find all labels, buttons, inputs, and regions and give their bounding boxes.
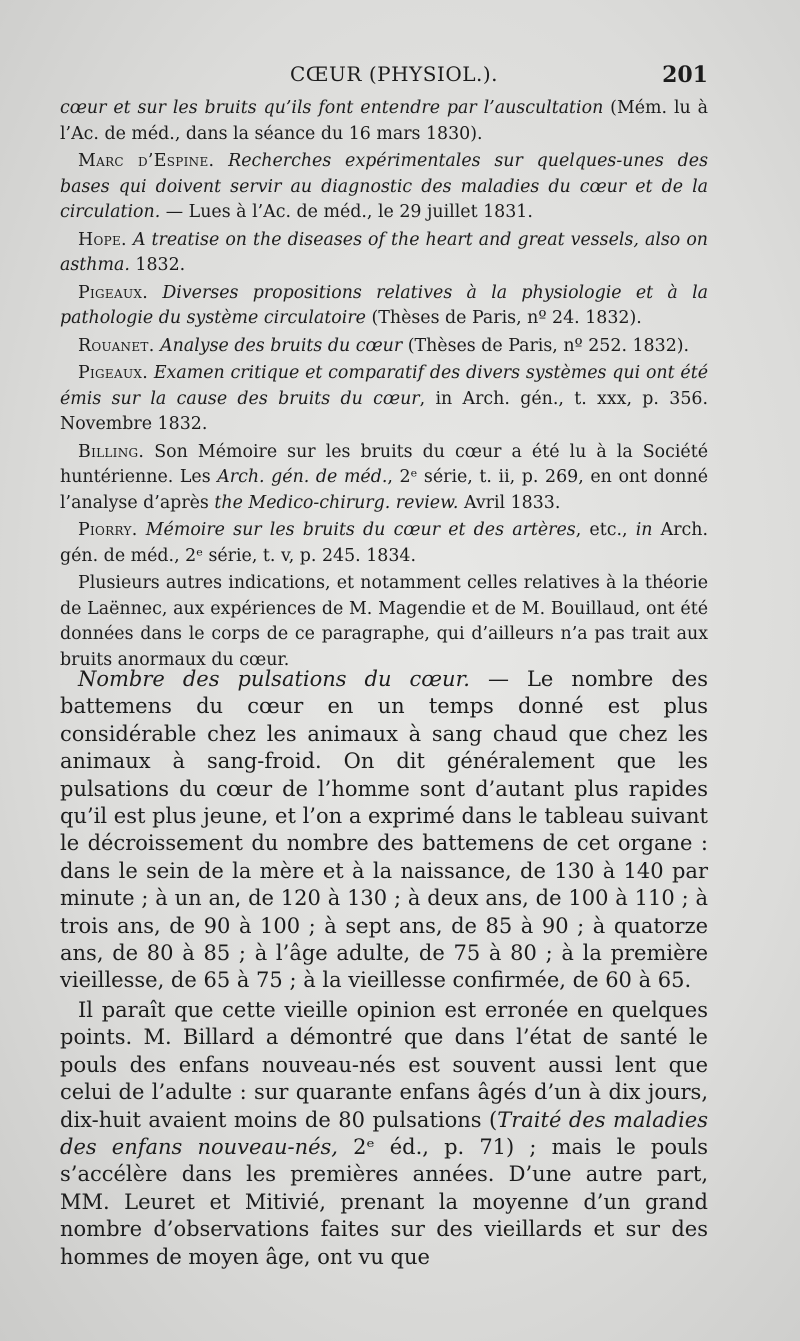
reference-entry [60,228,708,279]
reference-entry [60,361,708,438]
reference-details: (Thèses de Paris, nº 252. 1832). [402,335,690,356]
reference-author: Pigeaux. [78,363,149,383]
reference-author: Pigeaux. [78,282,149,303]
reference-journal: the Medico-chirurg. review. [214,492,459,513]
reference-title: Examen critique et comparatif des divers systèmes qui ont été émis sur la cause des bruits du cœur [60,363,708,409]
reference-author: Piorry. [78,520,138,540]
reference-entry [60,149,708,226]
paragraph [60,666,708,995]
reference-author: Hope. [78,229,127,250]
reference-details: (Thèses de Paris, nº 24. 1832). [365,308,642,328]
reference-title: cœur et sur les bruits qu’ils font entendre par l’auscultation [60,98,604,118]
reference-entry [60,334,708,360]
page-header [60,62,708,92]
reference-text: Avril 1833. [458,492,561,513]
reference-title: Diverses propositions relatives à la physiologie et à la pathologie du système circulatoire [60,282,708,328]
citation-title: Traité des maladies des enfans nouveau-nés, [60,1107,708,1159]
reference-text: , 2ᵉ série, t. ii, p. 269, en ont donné l’analyse d’après [60,467,708,513]
reference-title: Mémoire sur les bruits du cœur et des artères [145,520,576,540]
page-number: 201 [662,62,708,88]
main-text [60,666,708,1273]
reference-details: 1832. [129,255,186,275]
running-head: CŒUR (PHYSIOL.). [290,62,499,86]
bibliography [60,96,708,675]
section-heading: Nombre des pulsations du cœur. [78,667,470,691]
reference-entry [60,518,708,569]
reference-author: Marc d’Espine. [78,151,215,171]
paragraph-text: Il paraît que cette vieille opinion est erronée en quelques points. M. Billard a démontré que dans l’état de santé le pouls des enfans nouveau-nés est souvent aussi lent que celui de l’adulte : sur quarante enfans âgés d’un à dix jours, dix-huit avaient moins de 80 pulsations ( [60,997,708,1132]
reference-text: Son Mémoire sur les bruits du cœur a été lu à la Société huntérienne. Les [60,441,708,487]
paragraph-text: — Le nombre des battemens du cœur en un temps donné est plus considérable chez les animaux à sang chaud que chez les animaux à sang-froid. On dit généralement que les pulsations du cœur de l’homme sont d’autant plus rapides qu’il est plus jeune, et l’on a exprimé dans le tableau suivant le décroissement du nombre des battemens de cet organe : dans le sein de la mère et à la naissance, de 130 à 140 par minute ; à un an, de 120 à 130 ; à deux ans, de 100 à 110 ; à trois ans, de 90 à 100 ; à sept ans, de 85 à 90 ; à quatorze ans, de 80 à 85 ; à l’âge adulte, de 75 à 80 ; à la première vieillesse, de 65 à 75 ; à la vieillesse confirmée, de 60 à 65. [60,667,708,993]
reference-details: — Lues à l’Ac. de méd., le 29 juillet 1831. [160,202,533,222]
reference-title: A treatise on the diseases of the heart and great vessels, also on asthma. [60,229,709,275]
reference-entry [60,281,708,332]
reference-details: (Mém. lu à l’Ac. de méd., dans la séance du 16 mars 1830). [60,98,708,144]
reference-journal: Arch. gén. de méd. [217,467,388,487]
reference-entry [60,96,708,147]
paragraph [60,997,708,1271]
paragraph-text: 2ᵉ éd., p. 71) ; mais le pouls s’accélère dans les premières années. D’une autre part, MM. Leuret et Mitivié, prenant la moyenne d’un grand nombre d’observations faites sur des vieillards et sur des hommes de moyen âge, ont vu que [60,1134,708,1269]
reference-author: Rouanet. [78,335,155,356]
reference-text: Arch. gén. de méd., 2ᵉ série, t. v, p. 245. 1834. [60,520,708,566]
reference-text: , etc., [575,520,636,540]
reference-details: , in Arch. gén., t. xxx, p. 356. Novembre 1832. [60,388,708,434]
reference-title: Analyse des bruits du cœur [160,335,403,356]
reference-note: Plusieurs autres indications, et notamment celles relatives à la théorie de Laënnec, aux expériences de M. Magendie et de M. Bouillaud, ont été données dans le corps de ce paragraphe, qui d’ailleurs n’a pas trait aux bruits anormaux du cœur. [60,573,708,670]
reference-in: in [635,520,653,540]
reference-author: Billing. [78,441,145,462]
reference-title: Recherches expérimentales sur quelques-unes des bases qui doivent servir au diagnostic des maladies du cœur et de la circulation. [60,151,708,222]
reference-entry [60,440,708,517]
